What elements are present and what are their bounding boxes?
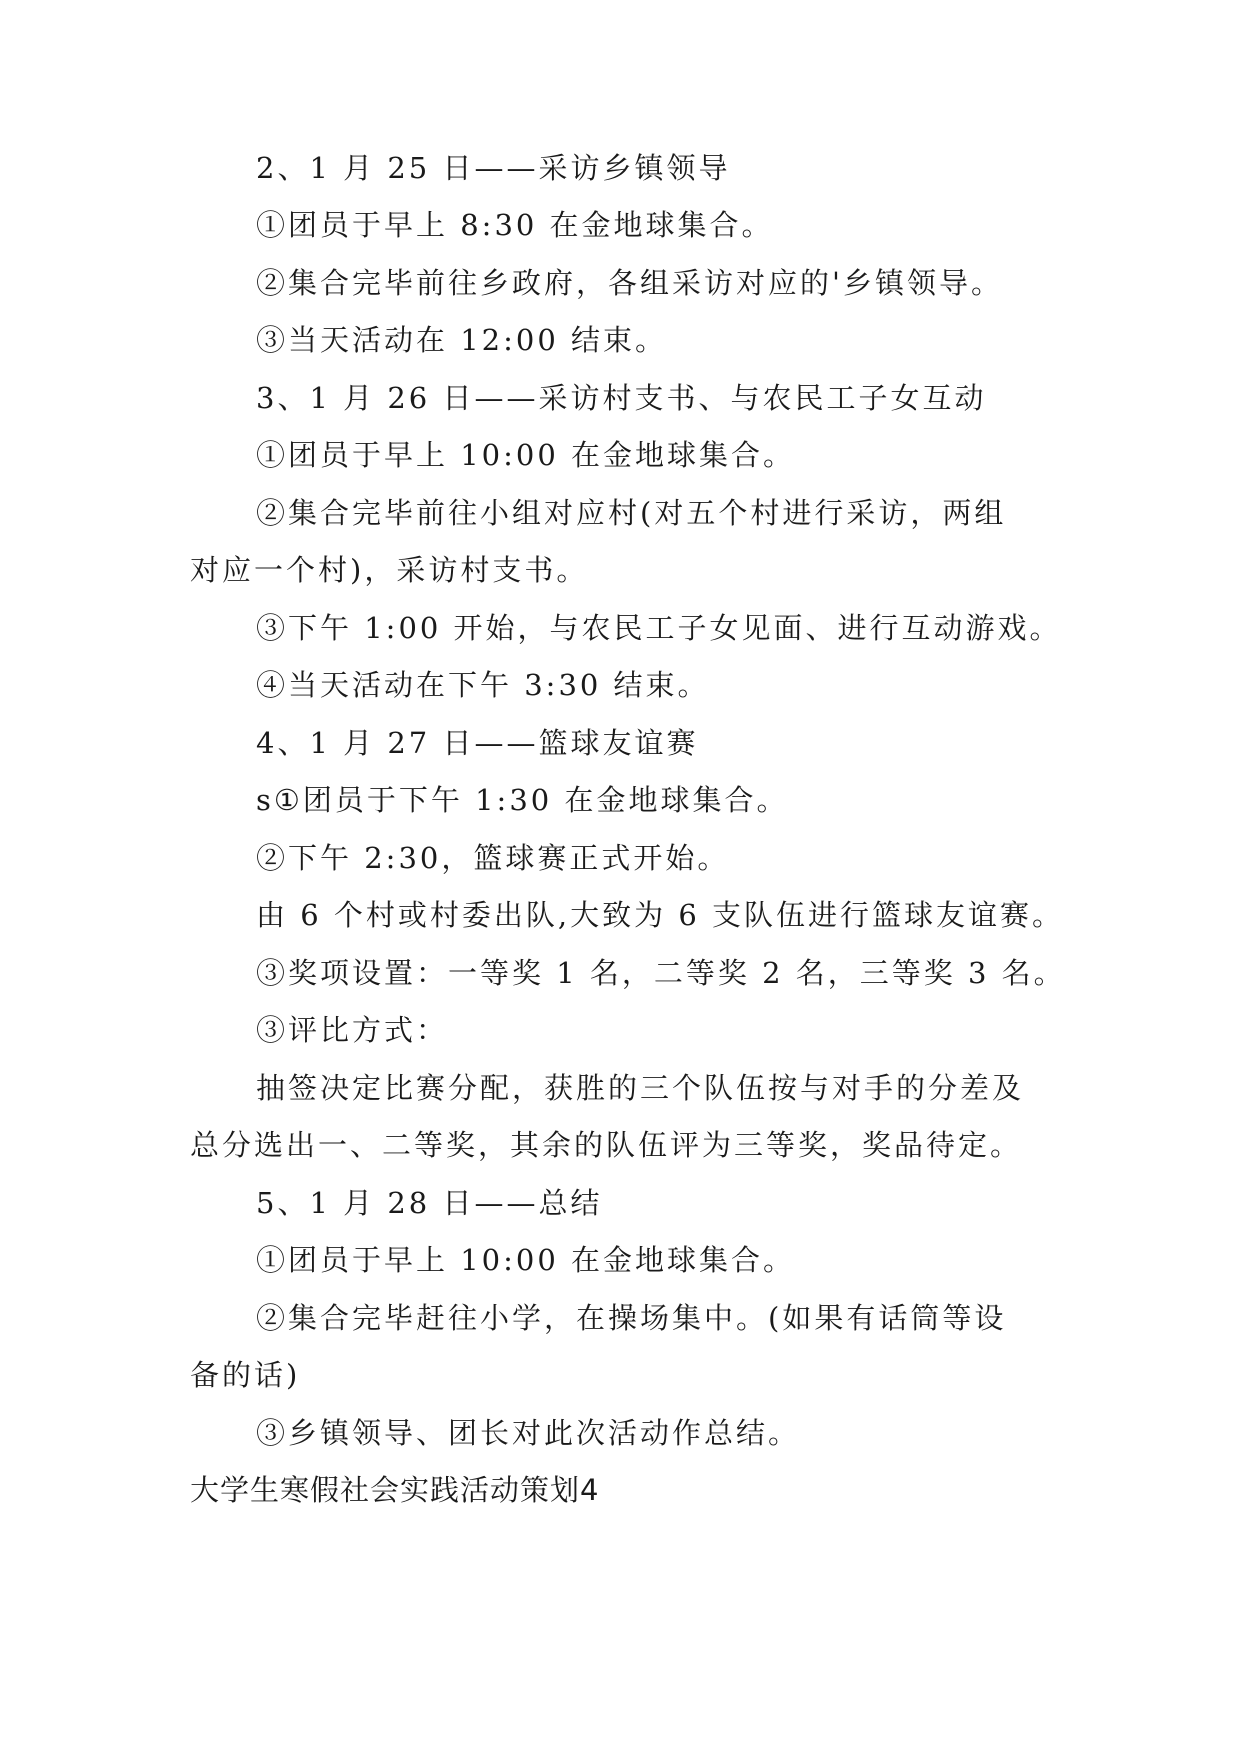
paragraph-line-continued: 备的话) <box>190 1358 301 1392</box>
paragraph-line: ③当天活动在 12:00 结束。 <box>256 323 668 357</box>
paragraph-line-continued: 对应一个村)，采访村支书。 <box>190 553 589 587</box>
paragraph-line: ①团员于早上 10:00 在金地球集合。 <box>256 438 796 472</box>
paragraph-line: ①团员于早上 8:30 在金地球集合。 <box>256 208 774 242</box>
paragraph-line: ③下午 1:00 开始，与农民工子女见面、进行互动游戏。 <box>256 611 1062 645</box>
paragraph-line: ②集合完毕赶往小学，在操场集中。(如果有话筒等设 <box>256 1301 1007 1335</box>
paragraph-line: ③奖项设置：一等奖 1 名，二等奖 2 名，三等奖 3 名。 <box>256 956 1066 990</box>
paragraph-line: ③评比方式： <box>256 1013 449 1047</box>
paragraph-line: 抽签决定比赛分配，获胜的三个队伍按与对手的分差及 <box>256 1071 1025 1105</box>
paragraph-line: ③乡镇领导、团长对此次活动作总结。 <box>256 1416 801 1450</box>
section-heading-day-28: 5、1 月 28 日——总结 <box>256 1186 603 1220</box>
paragraph-line-continued: 总分选出一、二等奖，其余的队伍评为三等奖，奖品待定。 <box>190 1128 1023 1162</box>
paragraph-line: ②集合完毕前往小组对应村(对五个村进行采访，两组 <box>256 496 1007 530</box>
paragraph-line: 由 6 个村或村委出队,大致为 6 支队伍进行篮球友谊赛。 <box>256 898 1064 932</box>
paragraph-line: ①团员于早上 10:00 在金地球集合。 <box>256 1243 796 1277</box>
paragraph-line: ②集合完毕前往乡政府，各组采访对应的'乡镇领导。 <box>256 266 1003 300</box>
document-heading: 大学生寒假社会实践活动策划4 <box>190 1473 600 1507</box>
section-heading-day-26: 3、1 月 26 日——采访村支书、与农民工子女互动 <box>256 381 987 415</box>
section-heading-day-27: 4、1 月 27 日——篮球友谊赛 <box>256 726 699 760</box>
paragraph-line: s①团员于下午 1:30 在金地球集合。 <box>256 783 789 817</box>
paragraph-line: ④当天活动在下午 3:30 结束。 <box>256 668 710 702</box>
section-heading-day-25: 2、1 月 25 日——采访乡镇领导 <box>256 151 731 185</box>
paragraph-line: ②下午 2:30，篮球赛正式开始。 <box>256 841 730 875</box>
